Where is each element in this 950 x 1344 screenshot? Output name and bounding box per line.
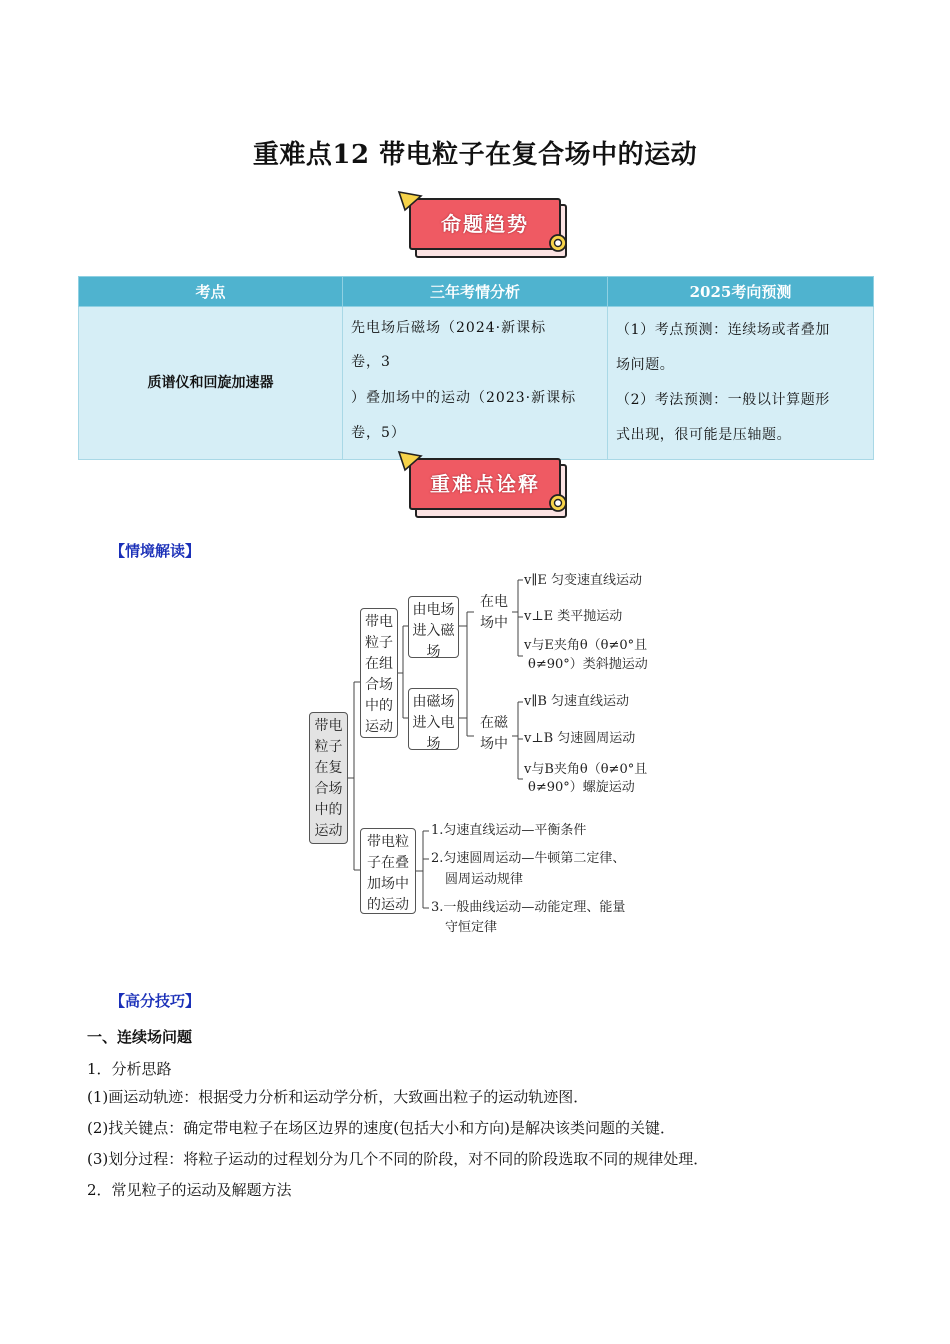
paragraph: (2)找关键点：确定带电粒子在场区边界的速度(包括大小和方向)是解决该类问题的关键． [87,1119,675,1137]
mindmap-leaf: v与B夹角θ（θ≠0°且 [524,762,648,777]
analysis-line: 先电场后磁场（2024·新课标 [351,320,547,336]
mindmap-combined: 带电粒子在组合场中的运动 [360,608,398,738]
mindmap-leaf: 2.匀速圆周运动—牛顿第二定律、 [431,851,626,866]
ring-icon [547,232,569,254]
analysis-cell [343,307,608,460]
topic-cell: 质谱仪和回旋加速器 [79,307,343,460]
exam-analysis-table [78,276,874,460]
mindmap-root: 带电粒子在复合场中的运动 [309,712,348,844]
analysis-line: 卷，3 [351,354,391,370]
mindmap-leaf: 守恒定律 [445,920,498,935]
prediction-line: 式出现，很可能是压轴题。 [616,427,792,443]
table-header-prediction: 2025考向预测 [608,277,874,307]
table-header-analysis: 三年考情分析 [343,277,608,307]
paragraph: 1．分析思路 [87,1060,172,1078]
mindmap-superposed: 带电粒子在叠加场中的运动 [360,828,416,914]
prediction-cell [608,307,874,460]
analysis-line: ）叠加场中的运动（2023·新课标 [351,390,577,406]
mindmap-leaf: v⊥E 类平抛运动 [524,609,623,624]
mindmap-leaf: 3.一般曲线运动—动能定理、能量 [431,900,626,915]
mindmap-leaf: v与E夹角θ（θ≠0°且 [524,638,648,653]
mindmap-leaf: v∥B 匀速直线运动 [524,694,630,709]
section-tag-context: 【情境解读】 [110,542,201,560]
flag-icon [397,190,423,212]
mindmap-leaf: θ≠90°）螺旋运动 [528,780,635,795]
mindmap-in-b: 在磁场中 [480,715,508,752]
mindmap-leaf: v⊥B 匀速圆周运动 [524,731,636,746]
heading-continuous-field: 一、连续场问题 [87,1028,193,1046]
table-row [79,307,874,460]
mindmap-leaf: 1.匀速直线运动—平衡条件 [431,823,587,838]
paragraph: (1)画运动轨迹：根据受力分析和运动学分析，大致画出粒子的运动轨迹图． [87,1088,589,1106]
mindmap-leaf: 圆周运动规律 [445,872,524,887]
mindmap-in-e: 在电场中 [480,594,508,631]
prediction-line: （2）考法预测：一般以计算题形 [616,392,830,408]
mindmap-leaf: v∥E 匀变速直线运动 [524,573,642,588]
ring-icon [547,492,569,514]
section-tag-skills: 【高分技巧】 [110,992,201,1010]
explain-badge [405,456,569,518]
paragraph: 2．常见粒子的运动及解题方法 [87,1181,292,1199]
trend-badge-label: 命题趋势 [409,198,561,250]
mindmap-b-to-e: 由磁场进入电场 [408,688,459,750]
prediction-line: （1）考点预测：连续场或者叠加 [616,322,830,338]
page-title: 重难点12 带电粒子在复合场中的运动 [252,140,698,170]
mindmap-leaf: θ≠90°）类斜抛运动 [528,657,648,672]
flag-icon [397,450,423,472]
prediction-line: 场问题。 [616,357,675,373]
mindmap-e-to-b: 由电场进入磁场 [408,596,459,658]
analysis-line: 卷，5） [351,425,406,441]
explain-badge-label: 重难点诠释 [409,458,561,510]
paragraph: (3)划分过程：将粒子运动的过程划分为几个不同的阶段，对不同的阶段选取不同的规律处理． [87,1150,709,1168]
trend-badge [405,196,569,258]
table-header-topic: 考点 [79,277,343,307]
